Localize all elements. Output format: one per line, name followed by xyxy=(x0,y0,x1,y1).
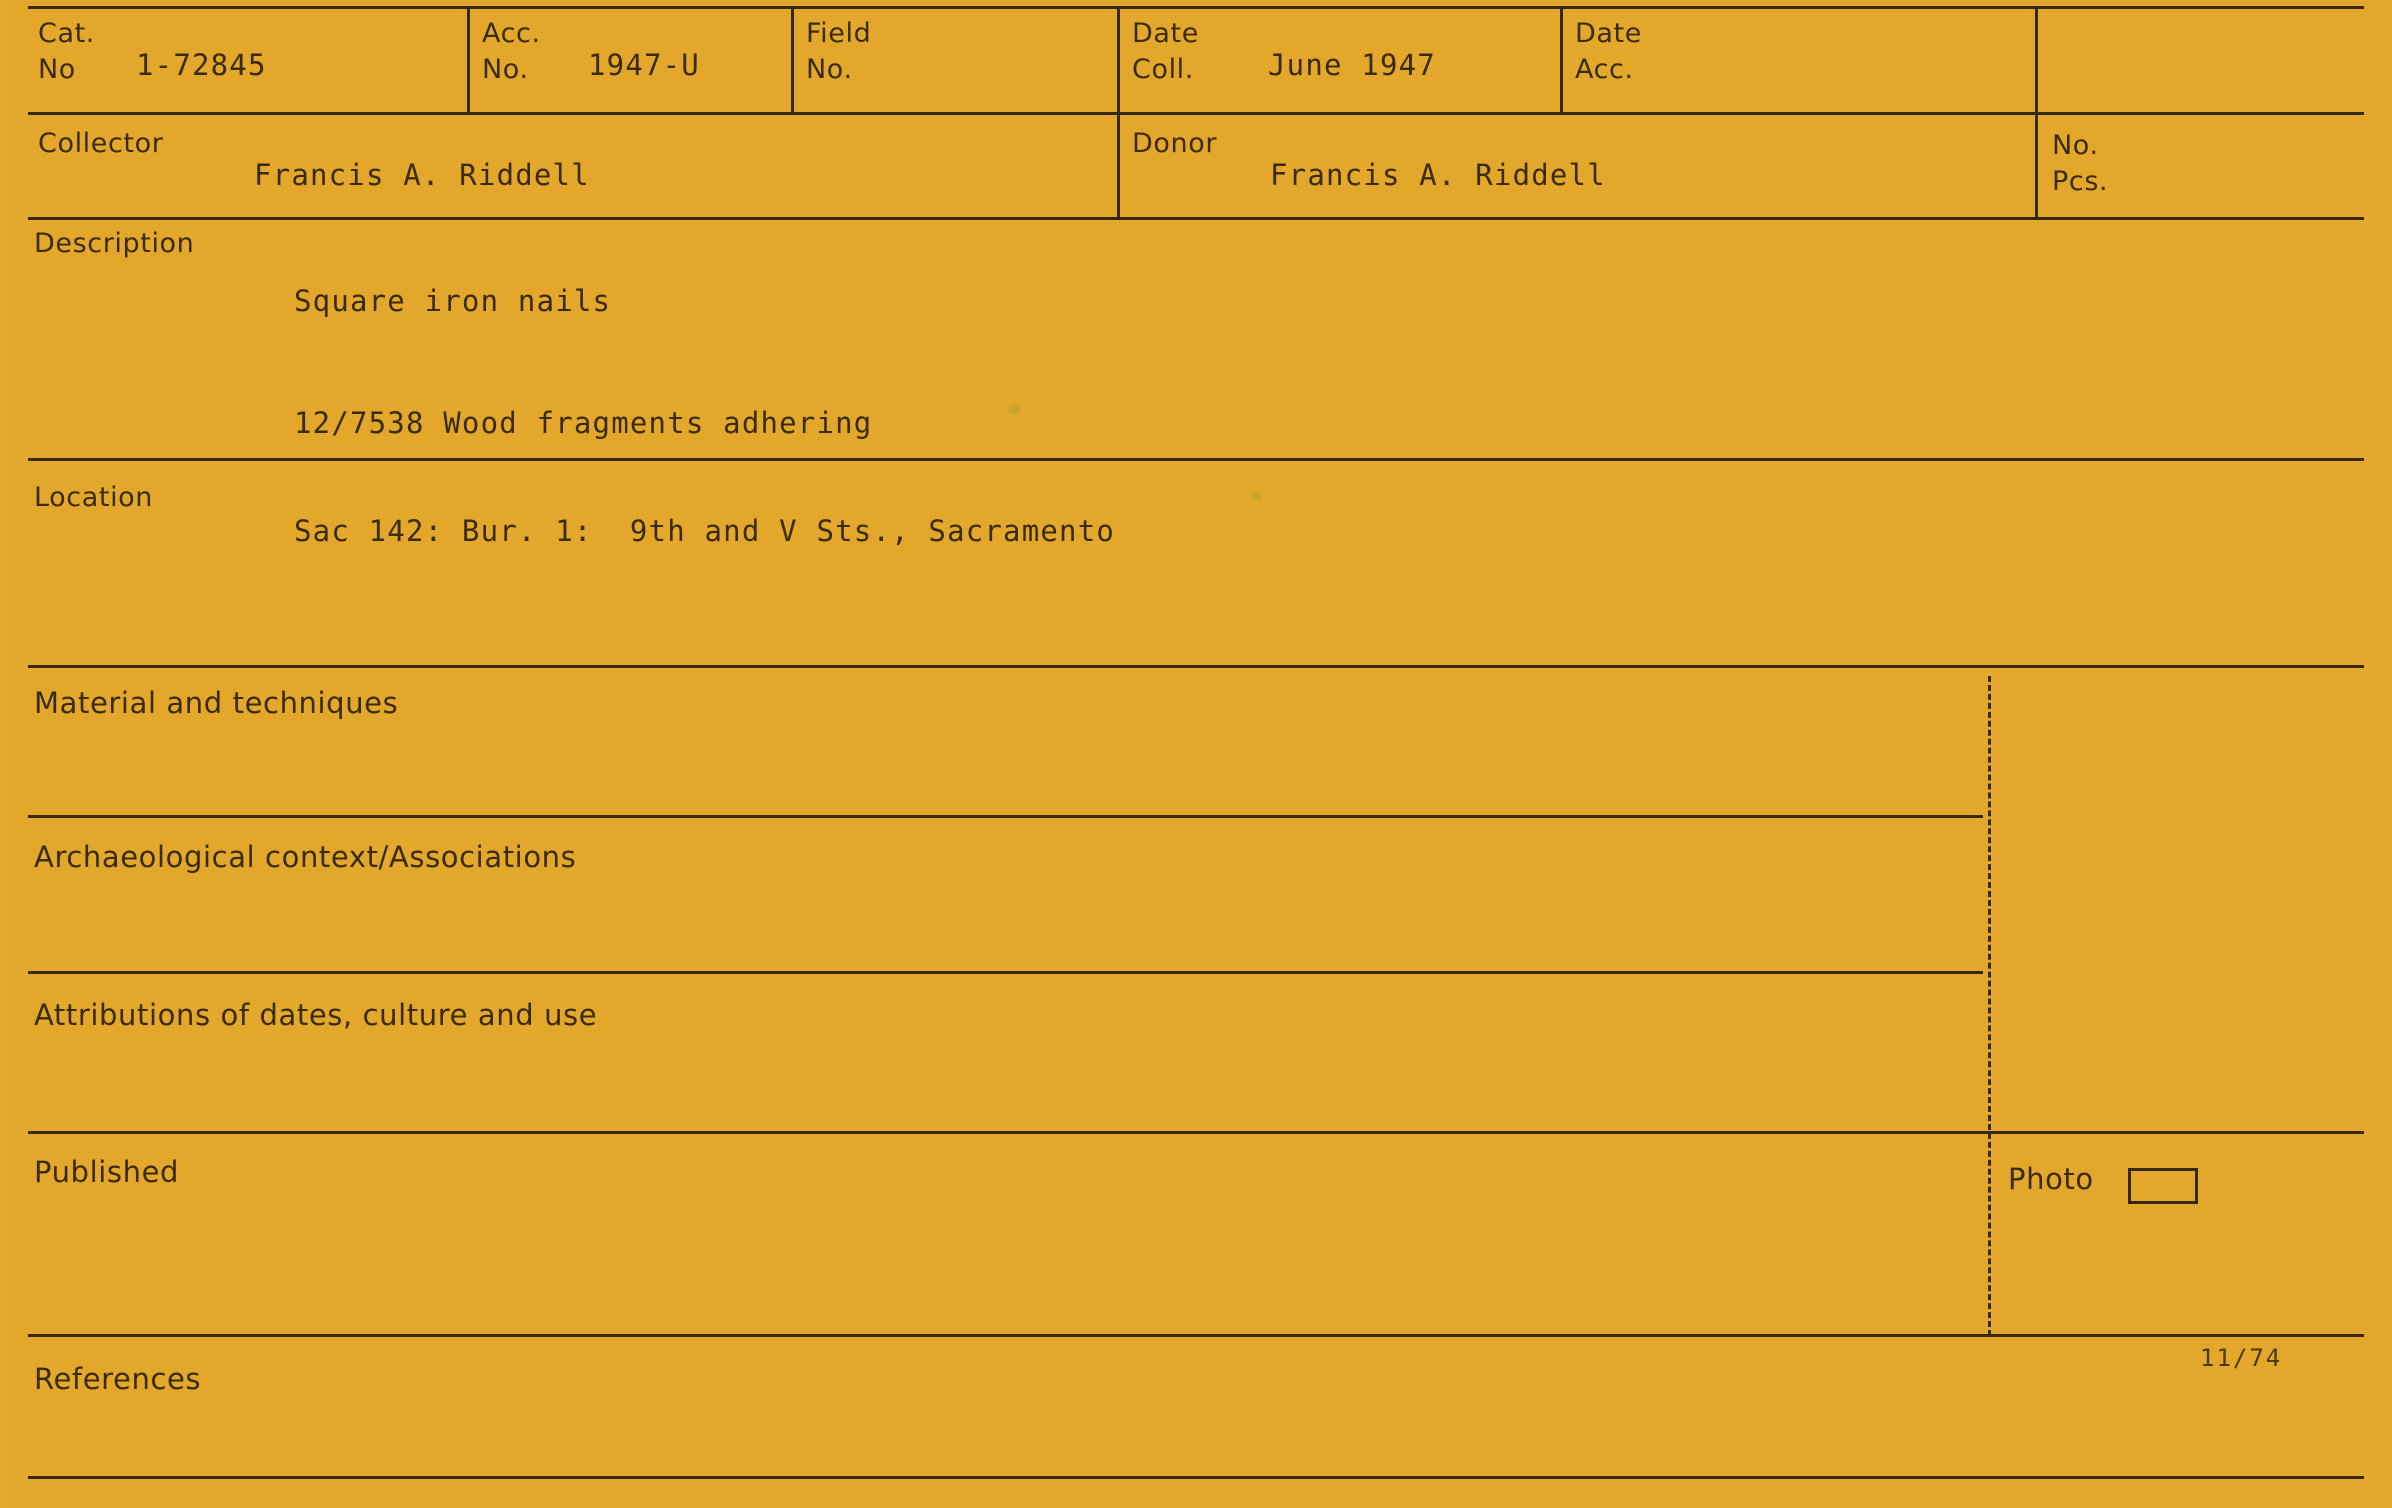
description-label: Description xyxy=(34,228,195,259)
paper-blemish xyxy=(1008,404,1020,414)
date-coll-label: Date Coll. xyxy=(1132,18,1199,85)
location-label: Location xyxy=(34,482,153,513)
rule-context-bottom xyxy=(28,971,1983,974)
rule-people-bottom xyxy=(28,217,2364,220)
no-pcs-label: No. Pcs. xyxy=(2052,130,2109,197)
section-label-published: Published xyxy=(34,1155,180,1189)
rule-bottom-border xyxy=(28,1476,2364,1479)
acc-no-value: 1947-U xyxy=(588,48,700,82)
rule-header-v4 xyxy=(1560,6,1563,112)
collector-label: Collector xyxy=(38,128,164,159)
donor-label: Donor xyxy=(1132,128,1218,159)
section-label-attributions: Attributions of dates, culture and use xyxy=(34,998,598,1032)
section-label-material-and-techniques: Material and techniques xyxy=(34,686,399,720)
rule-top-border xyxy=(28,6,2364,9)
photo-label: Photo xyxy=(2008,1162,2094,1196)
rule-header-v1 xyxy=(467,6,470,112)
cat-no-label: Cat. No xyxy=(38,18,95,85)
rule-published-bottom xyxy=(28,1334,2364,1337)
rule-header-v3 xyxy=(1117,6,1120,112)
rule-header-v2 xyxy=(791,6,794,112)
acc-no-label: Acc. No. xyxy=(482,18,541,85)
rule-header-bottom xyxy=(28,112,2364,115)
rule-photo-column-dashed xyxy=(1988,676,1991,1336)
rule-description-bottom xyxy=(28,458,2364,461)
date-stamp: 11/74 xyxy=(2200,1344,2283,1372)
description-line-2: 12/7538 Wood fragments adhering xyxy=(294,406,873,440)
paper-blemish xyxy=(1252,492,1262,501)
description-line-1: Square iron nails xyxy=(294,284,612,318)
date-coll-value: June 1947 xyxy=(1268,48,1436,82)
rule-people-v1 xyxy=(1117,112,1120,217)
rule-header-v5 xyxy=(2035,6,2038,112)
photo-checkbox[interactable] xyxy=(2128,1168,2198,1204)
location-value: Sac 142: Bur. 1: 9th and V Sts., Sacramento xyxy=(294,514,1116,548)
section-label-references: References xyxy=(34,1362,202,1396)
collector-value: Francis A. Riddell xyxy=(254,158,590,192)
section-label-archaeological-context: Archaeological context/Associations xyxy=(34,840,577,874)
rule-people-v2 xyxy=(2035,112,2038,217)
rule-attributions-bottom xyxy=(28,1131,2364,1134)
date-acc-label: Date Acc. xyxy=(1575,18,1642,85)
donor-value: Francis A. Riddell xyxy=(1270,158,1606,192)
rule-material-bottom xyxy=(28,815,1983,818)
field-no-label: Field No. xyxy=(806,18,872,85)
cat-no-value: 1-72845 xyxy=(136,48,267,82)
rule-location-bottom xyxy=(28,665,2364,668)
